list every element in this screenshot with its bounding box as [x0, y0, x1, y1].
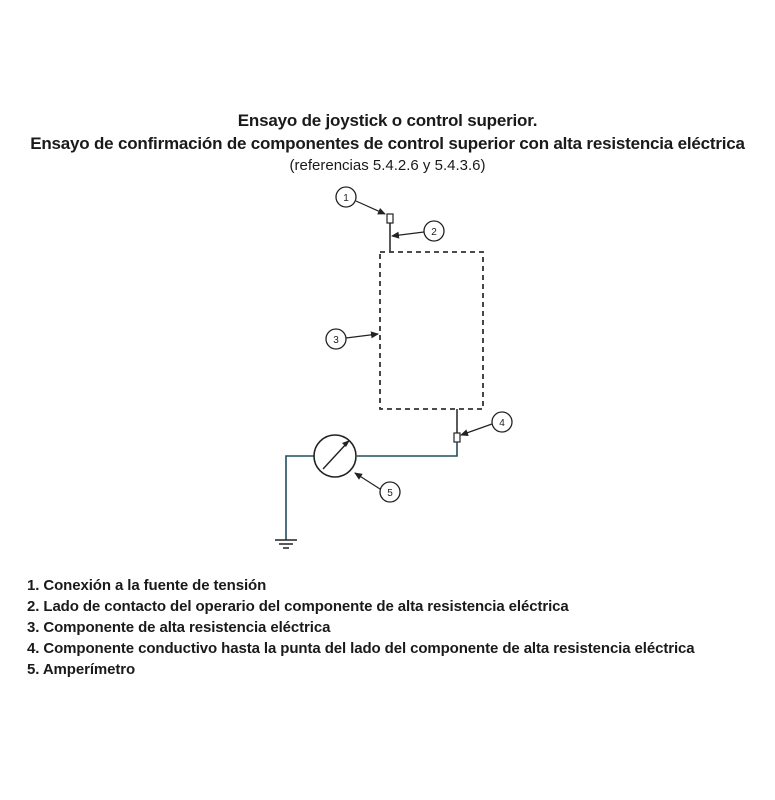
legend-item-2: 2. Lado de contacto del operario del componente de alta resistencia eléctrica	[27, 598, 569, 615]
callout-4-label: 4	[499, 418, 505, 429]
diagram-references: (referencias 5.4.2.6 y 5.4.3.6)	[289, 157, 486, 174]
callout-3-label: 3	[333, 335, 339, 346]
callout-1-label: 1	[343, 193, 349, 204]
legend-item-5: 5. Amperímetro	[27, 661, 136, 678]
diagram-title-line-2: Ensayo de confirmación de componentes de control superior con alta resistencia eléctrica	[30, 134, 745, 153]
callout-4	[461, 412, 512, 435]
callout-3	[326, 329, 378, 349]
legend-item-1: 1. Conexión a la fuente de tensión	[27, 577, 267, 594]
callout-2-label: 2	[431, 227, 437, 238]
legend-item-4: 4. Componente conductivo hasta la punta del lado del componente de alta resistencia eléctrica	[27, 640, 695, 657]
callout-1	[336, 187, 385, 214]
callout-5	[355, 473, 400, 502]
connector-icon	[387, 214, 393, 223]
diagram-title-line-1: Ensayo de joystick o control superior.	[237, 111, 538, 130]
callout-2	[392, 221, 444, 241]
callout-5-label: 5	[387, 488, 393, 499]
ground-icon	[275, 540, 297, 548]
ammeter-icon	[314, 435, 356, 477]
connector-icon	[454, 433, 460, 442]
circuit-wire-right	[357, 442, 457, 456]
legend	[27, 575, 695, 680]
circuit-wire-left	[286, 456, 314, 540]
high-resistance-component	[380, 252, 483, 409]
legend-item-3: 3. Componente de alta resistencia eléctrica	[27, 619, 331, 636]
